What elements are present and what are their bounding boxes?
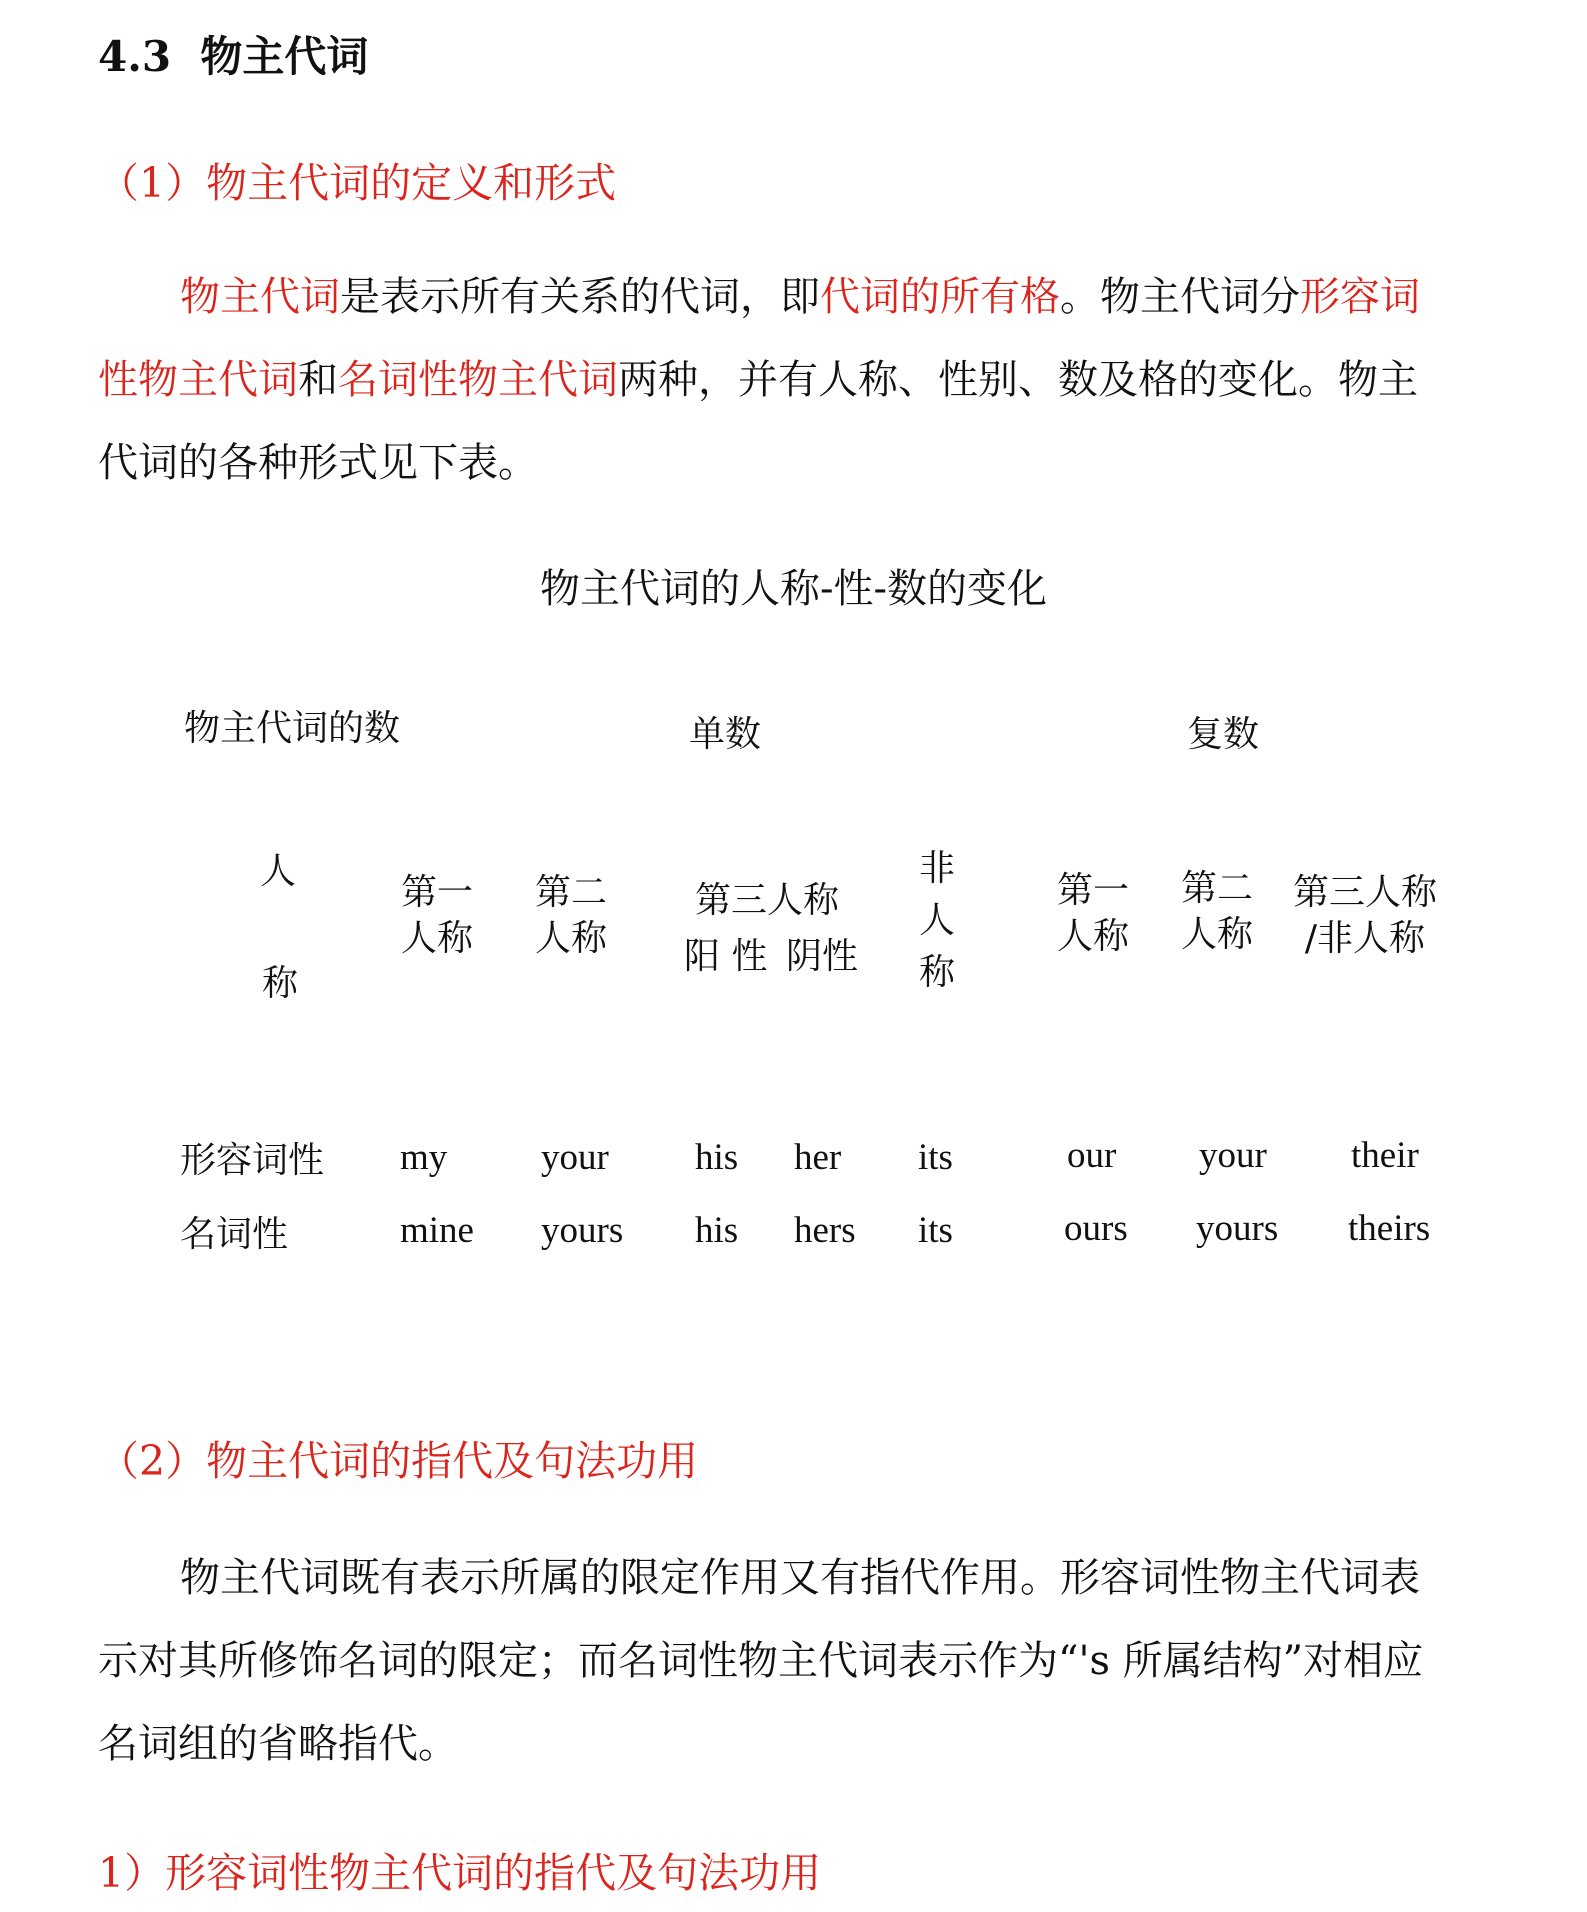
table-cell: his (695, 1210, 739, 1251)
section-number: 4.3 (98, 32, 172, 81)
table-cell: mine (400, 1210, 474, 1251)
header-text: 人 (918, 900, 956, 941)
header-text: 第二 (534, 872, 608, 913)
definition-paragraph (98, 256, 1498, 505)
highlighted-term: 性物主代词 (98, 357, 298, 403)
header-plural-second-person (1181, 866, 1253, 958)
paragraph-text: 两种，并有人称、性别、数及格的变化。物主 (618, 357, 1418, 403)
header-text: 第一 (400, 872, 474, 913)
singular-label: 单数 (688, 714, 762, 755)
header-text: 非 (918, 848, 956, 889)
header-feminine: 阴性 (786, 936, 859, 977)
header-plural-first-person (1057, 868, 1129, 960)
table-cell: its (918, 1210, 953, 1251)
row-label-adjectival: 形容词性 (180, 1140, 325, 1181)
highlighted-term: 形容词 (1300, 274, 1420, 320)
header-non-person (919, 843, 955, 999)
subheading-adjectival-possessive: 1）形容词性物主代词的指代及句法功用 (98, 1849, 822, 1897)
header-singular-second-person (535, 870, 607, 962)
table-cell: your (1199, 1135, 1267, 1176)
header-text: 称 (918, 952, 956, 993)
header-singular-first-person (401, 870, 473, 962)
header-text: 人称 (534, 918, 608, 959)
header-text: /非人称 (1304, 918, 1426, 959)
header-text: 第一 (1056, 870, 1130, 911)
paragraph-text: 和 (298, 357, 338, 403)
row-label-nominal: 名词性 (180, 1214, 289, 1255)
person-label-2: 称 (261, 963, 299, 1004)
table-cell: yours (541, 1210, 624, 1251)
table-caption: 物主代词的人称-性-数的变化 (539, 566, 1048, 612)
header-masculine: 阳 性 (684, 936, 768, 977)
paragraph-line-3: 名词组的省略指代。 (98, 1721, 458, 1767)
header-text: 人称 (1180, 914, 1254, 955)
section-title-text: 物主代词 (200, 32, 369, 81)
paragraph-line-3: 代词的各种形式见下表。 (98, 440, 538, 486)
paragraph-line-2 (98, 339, 1498, 422)
header-plural-third-person (1293, 870, 1437, 962)
paragraph-line-1 (98, 256, 1498, 339)
plural-label: 复数 (1186, 714, 1260, 755)
header-text: 第二 (1180, 868, 1254, 909)
table-cell: my (400, 1137, 448, 1178)
header-text: 人称 (400, 918, 474, 959)
section-title (98, 24, 368, 84)
table-cell: hers (794, 1210, 856, 1251)
reference-paragraph (98, 1537, 1498, 1786)
table-cell: your (541, 1137, 609, 1178)
table-cell: ours (1064, 1208, 1128, 1249)
header-text: 人称 (1056, 916, 1130, 957)
paragraph-line-2: 示对其所修饰名词的限定；而名词性物主代词表示作为“'s 所属结构”对相应 (98, 1638, 1424, 1684)
paragraph-text: 。物主代词分 (1060, 274, 1300, 320)
paragraph-text: 是表示所有关系的代词，即 (340, 274, 820, 320)
number-label: 物主代词的数 (184, 708, 401, 749)
table-cell: yours (1196, 1208, 1279, 1249)
highlighted-term: 物主代词 (180, 274, 340, 320)
table-cell: our (1067, 1135, 1117, 1176)
header-singular-third-person: 第三人称 (694, 880, 840, 921)
highlighted-term: 代词的所有格 (820, 274, 1060, 320)
table-cell: his (695, 1137, 739, 1178)
header-text: 第三人称 (1292, 872, 1438, 913)
paragraph-line-1: 物主代词既有表示所属的限定作用又有指代作用。形容词性物主代词表 (180, 1555, 1420, 1601)
table-cell: her (794, 1137, 842, 1178)
subheading-definition: （1）物主代词的定义和形式 (98, 159, 617, 207)
subheading-reference-function: （2）物主代词的指代及句法功用 (98, 1437, 699, 1485)
table-cell: their (1351, 1135, 1419, 1176)
table-cell: its (918, 1137, 953, 1178)
person-label-1: 人 (259, 851, 297, 892)
highlighted-term: 名词性物主代词 (338, 357, 618, 403)
table-cell: theirs (1348, 1208, 1431, 1249)
